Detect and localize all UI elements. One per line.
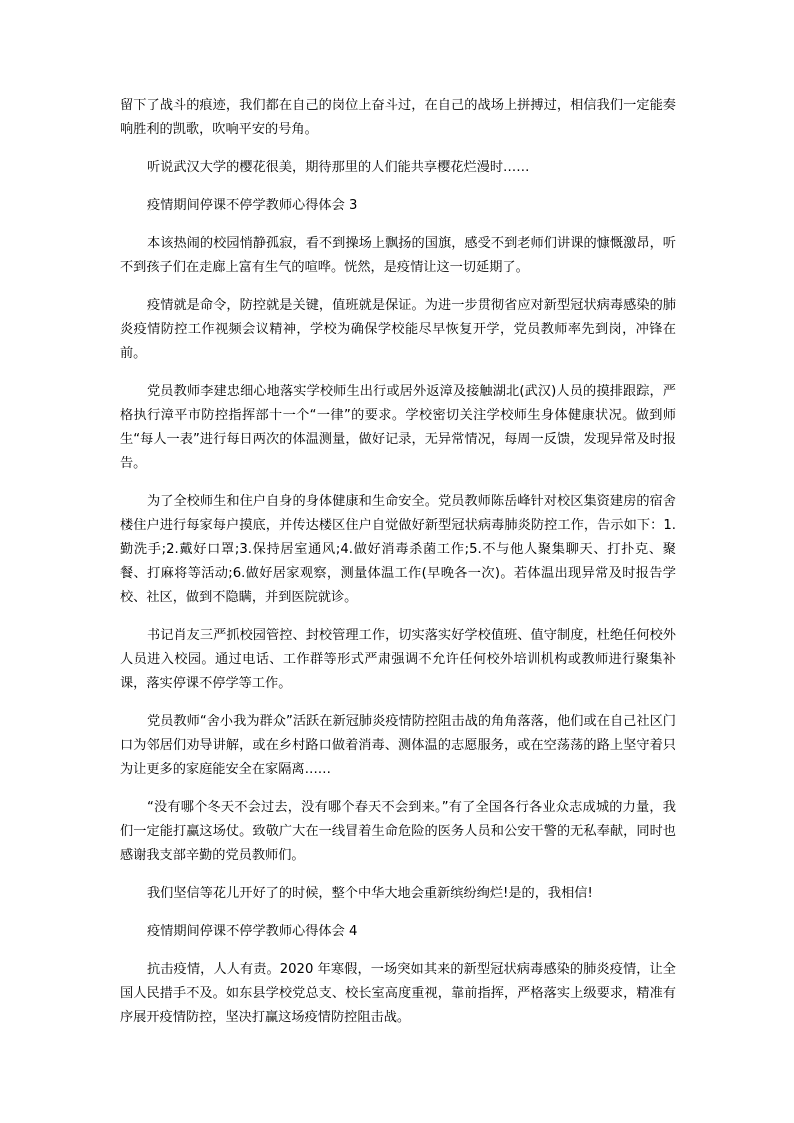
paragraph-8: 党员教师“舍小我为群众”活跃在新冠肺炎疫情防控阻击战的角角落落，他们或在自己社区门口为邻居们劝导讲解，或在乡村路口做着消毒、测体温的志愿服务，或在空荡荡的路上坚守着只为让更多的家庭能安全在家隔离…… (120, 714, 676, 777)
paragraph-3: 本该热闹的校园悄静孤寂，看不到操场上飘扬的国旗，感受不到老师们讲课的慷慨激昂，听不到孩子们在走廊上富有生气的喧哗。恍然，是疫情让这一切延期了。 (120, 236, 676, 275)
paragraph-1: 留下了战斗的痕迹，我们都在自己的岗位上奋斗过，在自己的战场上拼搏过，相信我们一定能奏响胜利的凯歌，吹响平安的号角。 (120, 98, 676, 137)
paragraph-6: 为了全校师生和住户自身的身体健康和生命安全。党员教师陈岳峰针对校区集资建房的宿舍楼住户进行每家每户摸底，并传达楼区住户自觉做好新型冠状病毒肺炎防控工作，告示如下：1.勤洗手;2.戴好口罩;3.保持居室通风;4.做好消毒杀菌工作;5.不与他人聚集聊天、打扑克、聚餐、打麻将等活动;6.做好居家观察，测量体温工作(早晚各一次)。若体温出现异常及时报告学校、社区，做到不隐瞒，并到医院就诊。 (120, 494, 676, 605)
paragraph-4: 疫情就是命令，防控就是关键，值班就是保证。为进一步贯彻省应对新型冠状病毒感染的肺炎疫情防控工作视频会议精神，学校为确保学校能尽早恢复开学，党员教师率先到岗，冲锋在前。 (120, 298, 676, 361)
paragraph-2: 听说武汉大学的樱花很美，期待那里的人们能共享樱花烂漫时…… (147, 160, 530, 175)
paragraph-10: 我们坚信等花儿开好了的时候，整个中华大地会重新缤纷绚烂!是的，我相信! (147, 886, 593, 901)
section-heading-3: 疫情期间停课不停学教师心得体会 3 (147, 198, 358, 213)
paragraph-5: 党员教师李建忠细心地落实学校师生出行或居外返漳及接触湖北(武汉)人员的摸排跟踪，严格执行漳平市防控指挥部十一个“一律”的要求。学校密切关注学校师生身体健康状况。做到师生“每人一表”进行每日两次的体温测量，做好记录，无异常情况，每周一反馈，发现异常及时报告。 (120, 384, 676, 471)
paragraph-7: 书记肖友三严抓校园管控、封校管理工作，切实落实好学校值班、值守制度，杜绝任何校外人员进入校园。通过电话、工作群等形式严肃强调不允许任何校外培训机构或教师进行聚集补课，落实停课不停学等工作。 (120, 628, 676, 691)
paragraph-9: “没有哪个冬天不会过去，没有哪个春天不会到来。”有了全国各行各业众志成城的力量，我们一定能打赢这场仗。致敬广大在一线冒着生命危险的医务人员和公安干警的无私奉献，同时也感谢我支部辛勤的党员教师们。 (120, 800, 676, 863)
paragraph-11: 抗击疫情，人人有责。2020 年寒假，一场突如其来的新型冠状病毒感染的肺炎疫情，让全国人民措手不及。如东县学校党总支、校长室高度重视，靠前指挥，严格落实上级要求，精准有序展开疫情防控，坚决打赢这场疫情防控阻击战。 (120, 962, 676, 1025)
section-heading-4: 疫情期间停课不停学教师心得体会 4 (147, 924, 358, 939)
document-page (120, 94, 676, 1044)
